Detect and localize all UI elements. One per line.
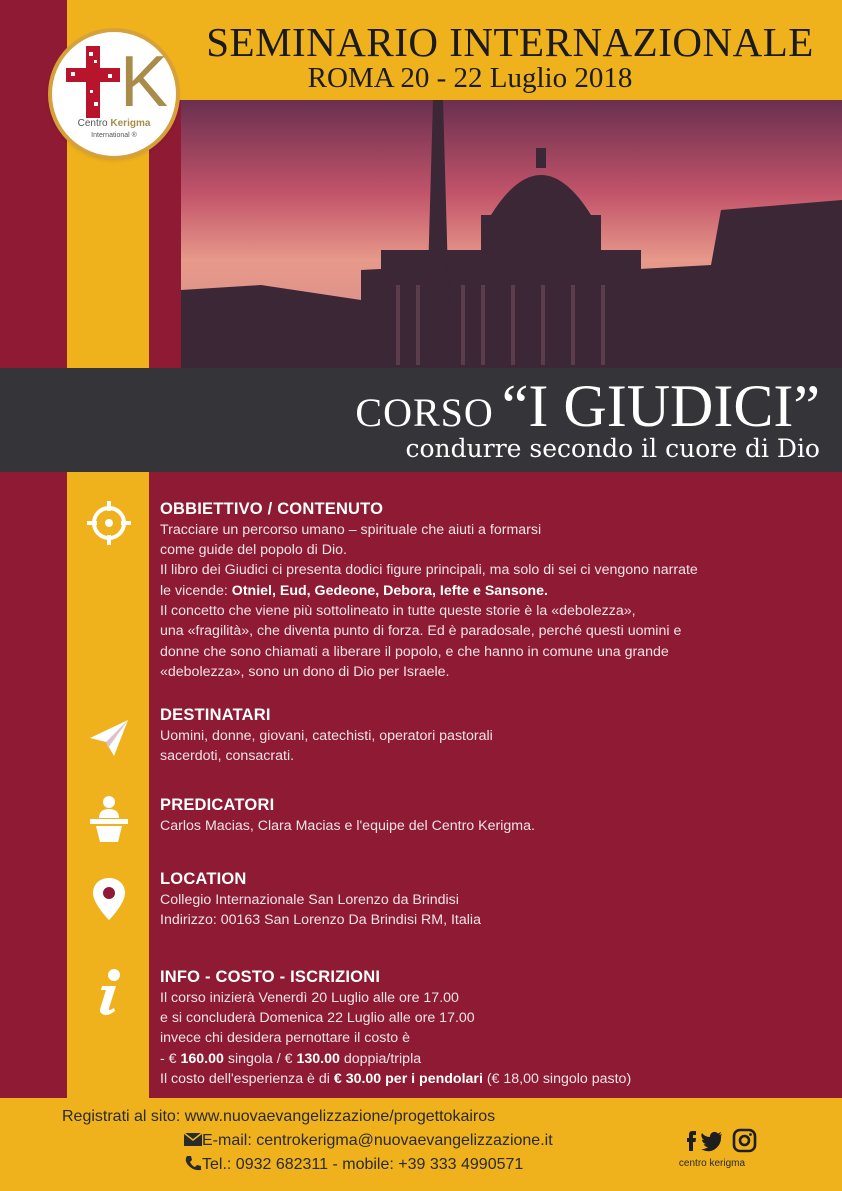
section-location [160,870,810,930]
section-text: Collegio Internazionale San Lorenzo da Brindisi Indirizzo: 00163 San Lorenzo Da Brindisi RM, Italia [160,891,481,929]
target-icon [84,498,134,548]
section-text: Tracciare un percorso umano – spirituale che aiuti a formarsi come guide del popolo di Dio. Il libro dei Giudici ci presenta dodici figure principali, ma solo di sei ci vengono narrate le vicende: Otniel, Eud, Gedeone, Debora, Iefte e Sansone. Il concetto che viene più sottolineato in tutte queste storie è la «debolezza», una «fragilità», che diventa punto di forza. Ed è paradosale, perché questi uomini e donne che sono chiamati a liberare il popolo, e che hanno in comune una grande «debolezza», sono un dono di Dio per Israele. [160,521,698,680]
course-name: “I GIUDICI” [501,373,820,439]
social-icons [684,1127,760,1153]
map-pin-icon [84,874,134,924]
section-destinatari [160,706,810,766]
facebook-icon[interactable] [687,1131,696,1151]
section-heading: INFO - COSTO - ISCRIZIONI [160,968,381,986]
phone-contact[interactable]: Tel.: 0932 682311 - mobile: +39 333 4990571 [184,1155,523,1174]
section-text: Uomini, donne, giovani, catechisti, operatori pastorali sacerdoti, consacrati. [160,727,493,765]
logo-subtitle: International ® [91,132,137,139]
phone-icon [184,1155,202,1171]
section-heading: LOCATION [160,870,247,888]
social-label: centro kerigma [678,1158,746,1169]
logo-name: Centro Kerigma [77,118,151,129]
course-prefix: CORSO [355,390,494,435]
register-link[interactable]: Registrati al sito: www.nuovaevangelizzazione/progettokairos [62,1108,496,1125]
speaker-podium-icon [84,794,134,844]
section-obiettivo [160,500,810,682]
cross-icon [66,46,120,118]
twitter-icon[interactable] [701,1132,722,1151]
section-text: Il corso inizierà Venerdì 20 Luglio alle ore 17.00 e si concluderà Domenica 22 Luglio alle ore 17.00 invece chi desidera pernottare il costo è - € 160.00 singola / € 130.00 doppia/tripla Il costo dell'esperienza è di € 30.00 per i pendolari (€ 18,00 singolo pasto) [160,989,632,1087]
section-text: Carlos Macias, Clara Macias e l'equipe del Centro Kerigma. [160,817,535,834]
logo-letter: K [120,42,169,122]
course-title [355,373,820,439]
section-predicatori [160,796,810,836]
paper-plane-icon [84,712,134,762]
instagram-icon[interactable] [734,1130,755,1151]
seminar-title: SEMINARIO INTERNAZIONALE [206,19,814,65]
envelope-icon [184,1133,202,1146]
section-info [160,968,810,1089]
email-contact[interactable]: E-mail: centrokerigma@nuovaevangelizzazione.it [184,1132,553,1150]
course-subtitle: condurre secondo il cuore di Dio [405,434,820,463]
centro-kerigma-logo [52,32,176,156]
seminar-date: ROMA 20 - 22 Luglio 2018 [307,62,633,94]
section-heading: OBBIETTIVO / CONTENUTO [160,500,384,518]
info-icon [84,968,134,1018]
section-heading: DESTINATARI [160,706,271,724]
section-heading: PREDICATORI [160,796,275,814]
st-peters-basilica-photo [181,100,842,368]
